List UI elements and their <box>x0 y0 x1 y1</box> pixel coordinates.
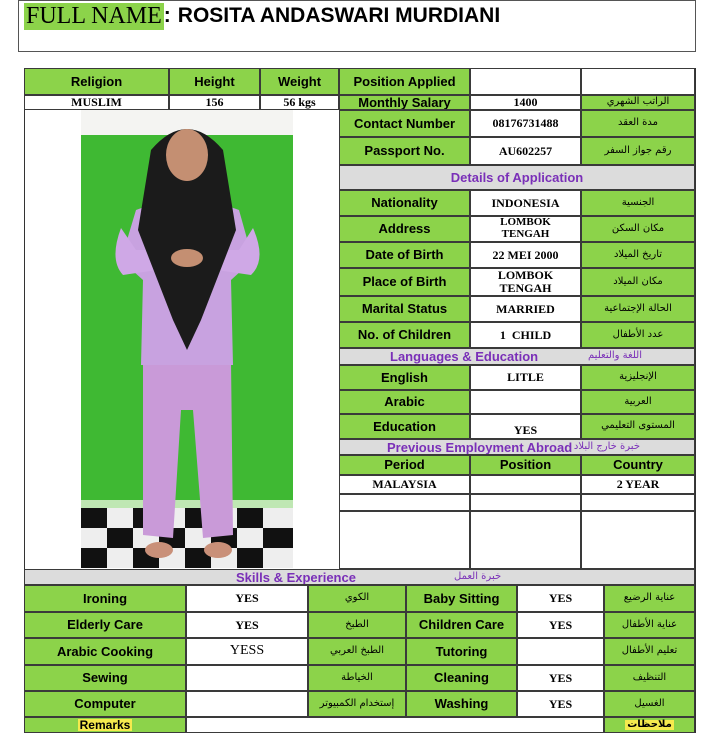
religion-label: Religion <box>24 68 169 95</box>
nationality-label: Nationality <box>339 190 470 216</box>
skill-computer-value <box>186 691 308 717</box>
passport-label: Passport No. <box>339 137 470 165</box>
employment-section-title: Previous Employment Abroad <box>387 440 573 455</box>
employment-period-cell: MALAYSIA <box>339 475 470 494</box>
skills-section-bar <box>24 569 695 585</box>
remarks-ar: ملاحظات <box>627 718 672 730</box>
skill-tutoring-label: Tutoring <box>406 638 517 665</box>
employment-empty-cell <box>339 494 470 511</box>
skill-babysitting-label: Baby Sitting <box>406 585 517 612</box>
pob-label: Place of Birth <box>339 268 470 296</box>
address-ar: مكان السكن <box>581 216 695 242</box>
employment-section-bar <box>339 439 695 455</box>
skill-arabic-cooking-label: Arabic Cooking <box>24 638 186 665</box>
skill-elderly-care-label: Elderly Care <box>24 612 186 638</box>
employment-empty-cell <box>581 494 695 511</box>
full-name-label: FULL NAME <box>26 2 162 29</box>
skill-tutoring-ar: تعليم الأطفال <box>604 638 695 665</box>
skill-children-care-ar: عناية الأطفال <box>604 612 695 638</box>
position-header: Position <box>470 455 581 475</box>
skill-tutoring-value <box>517 638 604 665</box>
skill-computer-ar: إستخدام الكمبيوتر <box>308 691 406 717</box>
applicant-photo <box>81 110 293 568</box>
arabic-label: Arabic <box>339 390 470 414</box>
skill-ironing-value: YES <box>186 585 308 612</box>
dob-ar: تاريخ الميلاد <box>581 242 695 268</box>
education-ar: المستوى التعليمي <box>581 414 695 439</box>
skill-cleaning-value: YES <box>517 665 604 691</box>
religion-value: MUSLIM <box>24 95 169 110</box>
full-name-heading <box>24 2 500 30</box>
skill-arabic-cooking-ar: الطبخ العربي <box>308 638 406 665</box>
skill-sewing-value <box>186 665 308 691</box>
languages-section-bar <box>339 348 695 365</box>
skills-section-title-ar: خبرة العمل <box>454 571 502 582</box>
employment-empty-cell <box>470 494 581 511</box>
address-value: LOMBOK TENGAH <box>470 216 581 242</box>
skill-elderly-care-value: YES <box>186 612 308 638</box>
employment-section-title-ar: خبرة خارج البلاد <box>573 441 640 452</box>
education-value: YES <box>470 414 581 439</box>
remarks-label-cell <box>24 717 186 733</box>
skills-section-title: Skills & Experience <box>236 570 356 585</box>
pob-value: LOMBOK TENGAH <box>470 268 581 296</box>
position-applied-label: Position Applied <box>339 68 470 95</box>
marital-status-value: MARRIED <box>470 296 581 322</box>
pob-ar: مكان الميلاد <box>581 268 695 296</box>
country-header: Country <box>581 455 695 475</box>
remarks-field[interactable] <box>186 717 604 733</box>
skill-ironing-ar: الكوي <box>308 585 406 612</box>
languages-section-title: Languages & Education <box>390 349 539 364</box>
remarks-ar-cell <box>604 717 695 733</box>
nationality-ar: الجنسية <box>581 190 695 216</box>
photo-illustration <box>81 110 293 568</box>
skill-computer-label: Computer <box>24 691 186 717</box>
height-label: Height <box>169 68 260 95</box>
monthly-salary-ar: الراتب الشهري <box>581 95 695 110</box>
monthly-salary-value: 1400 <box>470 95 581 110</box>
details-section-title: Details of Application <box>339 165 695 190</box>
marital-status-label: Marital Status <box>339 296 470 322</box>
skill-ironing-label: Ironing <box>24 585 186 612</box>
skill-children-care-value: YES <box>517 612 604 638</box>
skill-washing-label: Washing <box>406 691 517 717</box>
dob-label: Date of Birth <box>339 242 470 268</box>
employment-empty-cell <box>581 511 695 569</box>
contact-number-ar: مدة العقد <box>581 110 695 137</box>
education-label: Education <box>339 414 470 439</box>
weight-value: 56 kgs <box>260 95 339 110</box>
employment-empty-cell <box>470 511 581 569</box>
employment-country-cell: 2 YEAR <box>581 475 695 494</box>
skill-elderly-care-ar: الطبخ <box>308 612 406 638</box>
period-header: Period <box>339 455 470 475</box>
monthly-salary-label: Monthly Salary <box>339 95 470 110</box>
arabic-value <box>470 390 581 414</box>
children-label: No. of Children <box>339 322 470 348</box>
weight-label: Weight <box>260 68 339 95</box>
remarks-label: Remarks <box>79 717 131 732</box>
children-value: 1 CHILD <box>470 322 581 348</box>
skill-babysitting-ar: عناية الرضيع <box>604 585 695 612</box>
english-ar: الإنجليزية <box>581 365 695 390</box>
position-applied-ar <box>581 68 695 95</box>
children-ar: عدد الأطفال <box>581 322 695 348</box>
passport-value: AU602257 <box>470 137 581 165</box>
skill-babysitting-value: YES <box>517 585 604 612</box>
employment-position-cell <box>470 475 581 494</box>
skill-children-care-label: Children Care <box>406 612 517 638</box>
passport-ar: رقم جواز السفر <box>581 137 695 165</box>
contact-number-value: 08176731488 <box>470 110 581 137</box>
skill-cleaning-label: Cleaning <box>406 665 517 691</box>
full-name-colon: : <box>163 4 171 27</box>
languages-section-title-ar: اللغة والتعليم <box>588 350 642 361</box>
position-applied-value <box>470 68 581 95</box>
english-value: LITLE <box>470 365 581 390</box>
marital-status-ar: الحالة الإجتماعية <box>581 296 695 322</box>
skill-washing-ar: الغسيل <box>604 691 695 717</box>
full-name-value: ROSITA ANDASWARI MURDIANI <box>177 4 501 27</box>
skill-washing-value: YES <box>517 691 604 717</box>
dob-value: 22 MEI 2000 <box>470 242 581 268</box>
english-label: English <box>339 365 470 390</box>
arabic-ar: العربية <box>581 390 695 414</box>
address-label: Address <box>339 216 470 242</box>
skill-arabic-cooking-value: YESS <box>186 638 308 665</box>
height-value: 156 <box>169 95 260 110</box>
employment-empty-cell <box>339 511 470 569</box>
skill-sewing-ar: الخياطة <box>308 665 406 691</box>
contact-number-label: Contact Number <box>339 110 470 137</box>
skill-sewing-label: Sewing <box>24 665 186 691</box>
skill-cleaning-ar: التنظيف <box>604 665 695 691</box>
nationality-value: INDONESIA <box>470 190 581 216</box>
